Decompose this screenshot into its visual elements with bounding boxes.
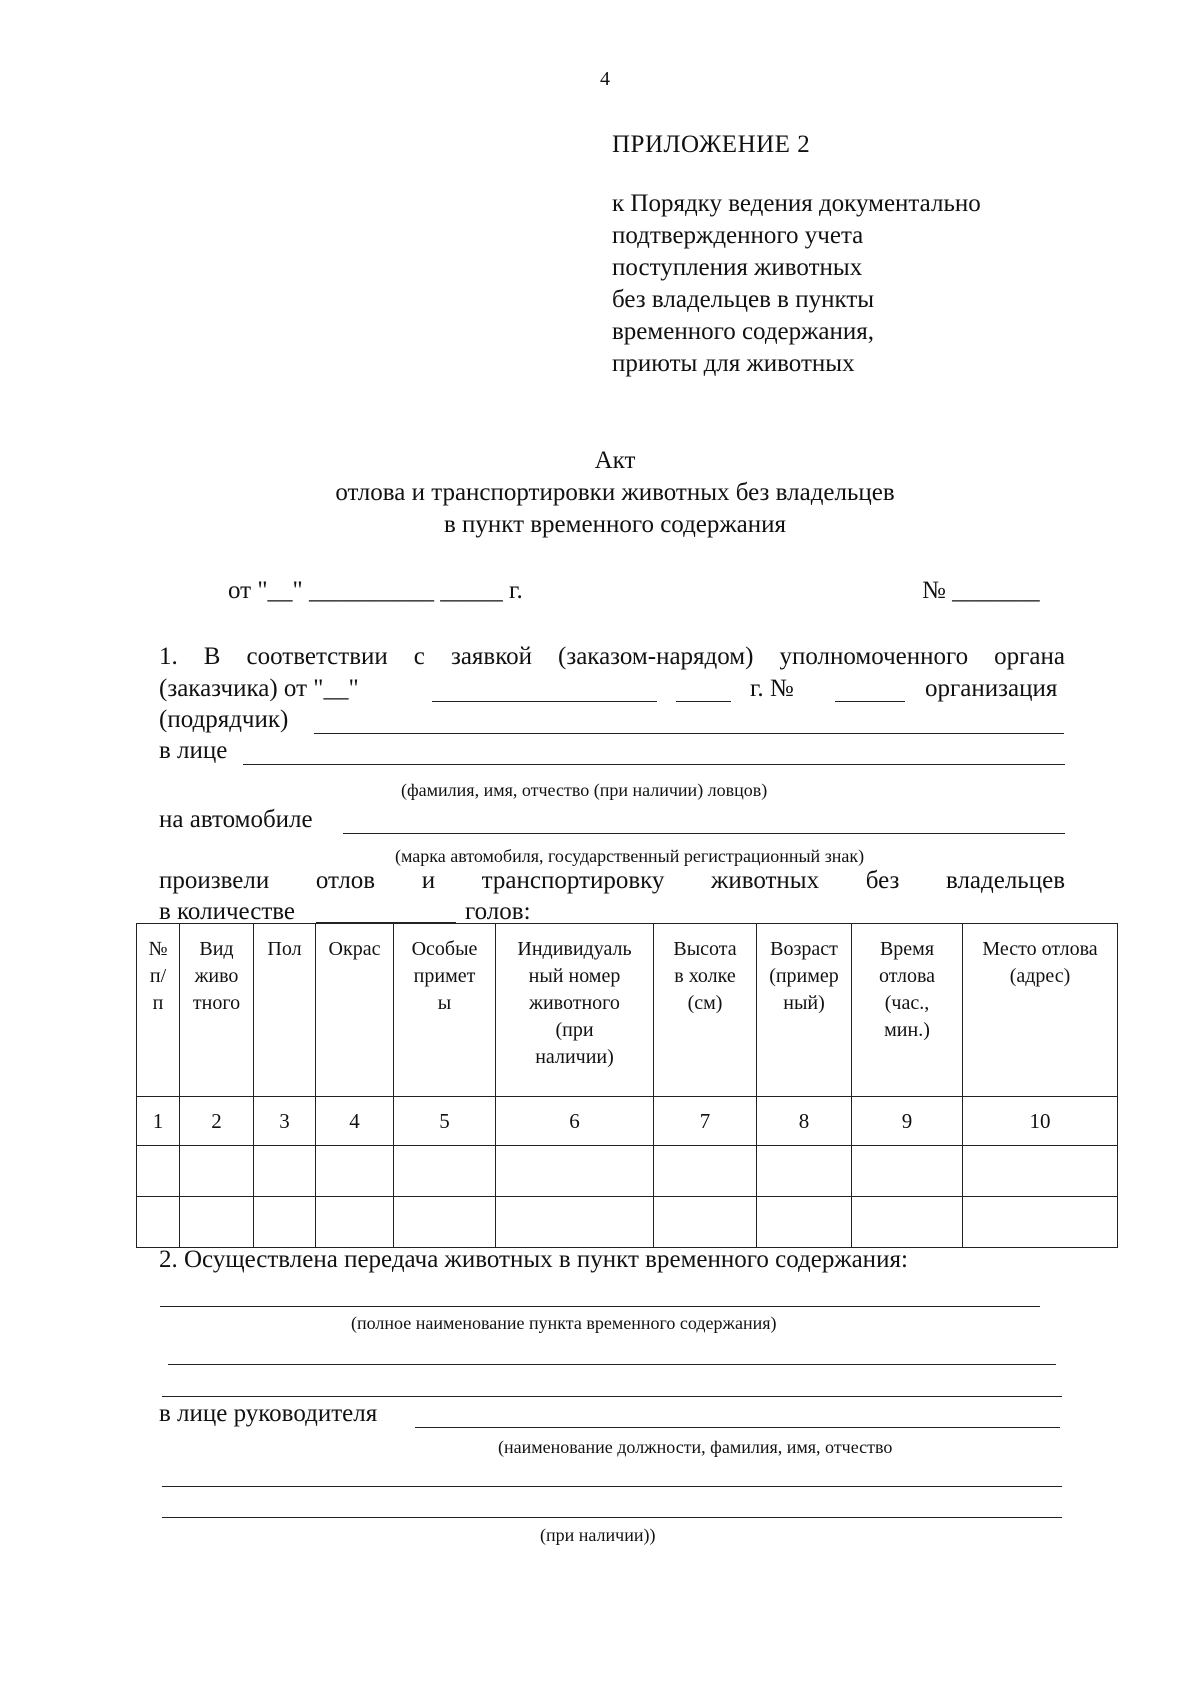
order-number-blank [835,701,905,702]
table-cell [963,1146,1118,1197]
table-cell [852,1146,963,1197]
catchers-blank [243,764,1065,765]
section1-customer-label: (заказчика) от "__" [159,675,359,702]
table-row [137,1197,1118,1248]
appendix-title: ПРИЛОЖЕНИЕ 2 [612,131,811,158]
table-cell [254,1197,316,1248]
col-header-number: № п/ п [137,924,180,1097]
table-cell [496,1197,654,1248]
section1-quantity-label: в количестве [159,898,296,925]
column-number: 6 [496,1097,654,1146]
col-header-marks: Особые примет ы [394,924,496,1097]
column-number: 1 [137,1097,180,1146]
column-number: 10 [963,1097,1118,1146]
column-number: 9 [852,1097,963,1146]
column-number: 5 [394,1097,496,1146]
column-number: 4 [316,1097,394,1146]
col-header-species: Вид живо тного [180,924,254,1097]
catch-table [136,923,1118,1248]
caption-end: (при наличии)) [540,1525,656,1545]
column-number: 2 [180,1097,254,1146]
table-cell [654,1197,757,1248]
table-cell [137,1146,180,1197]
act-date-field: от "__" __________ _____ г. [228,577,523,604]
head-blank [415,1427,1060,1428]
table-cell [316,1197,394,1248]
table-cell [137,1197,180,1248]
head-blank-2 [162,1486,1062,1487]
point-name-blank-3 [162,1396,1062,1397]
section1-intro: 1. В соответствии с заявкой (заказом-нарядом) уполномоченного органа [159,643,1065,670]
section1-quantity-unit: голов: [465,898,531,925]
table-cell [180,1197,254,1248]
table-cell [254,1146,316,1197]
section1-contractor-label: (подрядчик) [159,706,289,733]
column-number: 7 [654,1097,757,1146]
col-header-age: Возраст (пример ный) [757,924,852,1097]
act-title: Акт [594,447,636,474]
appendix-line: временного содержания, [612,318,875,345]
table-row [137,1146,1118,1197]
column-number: 3 [254,1097,316,1146]
car-blank [343,833,1065,834]
order-year-blank [676,701,731,702]
act-number-field: № _______ [922,577,1040,604]
appendix-line: подтвержденного учета [612,222,864,249]
section2-head-label: в лице руководителя [159,1400,378,1427]
table-cell [963,1197,1118,1248]
act-subtitle: отлова и транспортировки животных без владельцев [335,479,895,506]
col-header-time: Время отлова (час., мин.) [852,924,963,1097]
appendix-line: без владельцев в пункты [612,286,875,313]
col-header-height: Высота в холке (см) [654,924,757,1097]
table-cell [757,1197,852,1248]
table-cell [757,1146,852,1197]
section1-person-label: в лице [159,737,228,764]
table-cell [496,1146,654,1197]
col-header-id-number: Индивидуаль ный номер животного (при наличии) [496,924,654,1097]
table-cell [316,1146,394,1197]
caption-point: (полное наименование пункта временного содержания) [351,1313,777,1333]
table-cell [394,1146,496,1197]
section1-org-label: организация [925,675,1058,702]
table-cell [852,1197,963,1248]
head-blank-3 [162,1517,1062,1518]
page-number: 4 [600,68,610,90]
appendix-description [612,188,981,380]
appendix-line: поступления животных [612,254,863,281]
caption-car: (марка автомобиля, государственный регистрационный знак) [395,846,865,866]
col-header-color: Окрас [316,924,394,1097]
caption-head: (наименование должности, фамилия, имя, отчество [498,1437,893,1457]
section1-order-number-label: г. № [750,675,794,702]
appendix-line: к Порядку ведения документально [612,190,981,217]
table-cell [180,1146,254,1197]
appendix-line: приюты для животных [612,350,855,377]
col-header-sex: Пол [254,924,316,1097]
table-cell [394,1197,496,1248]
table-header-row [137,924,1118,1097]
table-cell [654,1146,757,1197]
column-number: 8 [757,1097,852,1146]
act-subtitle-2: в пункт временного содержания [443,511,787,538]
contractor-blank [314,733,1064,734]
caption-catchers: (фамилия, имя, отчество (при наличии) ловцов) [401,780,768,800]
col-header-place: Место отлова (адрес) [963,924,1118,1097]
point-name-blank-2 [168,1364,1056,1365]
section1-performed: произвели отлов и транспортировку животных без владельцев [159,867,1065,894]
section1-car-label: на автомобиле [159,806,313,833]
table-number-row [137,1097,1118,1146]
section2-heading: 2. Осуществлена передача животных в пункт временного содержания: [159,1246,908,1273]
order-date-blank [432,701,657,702]
point-name-blank [160,1306,1040,1307]
